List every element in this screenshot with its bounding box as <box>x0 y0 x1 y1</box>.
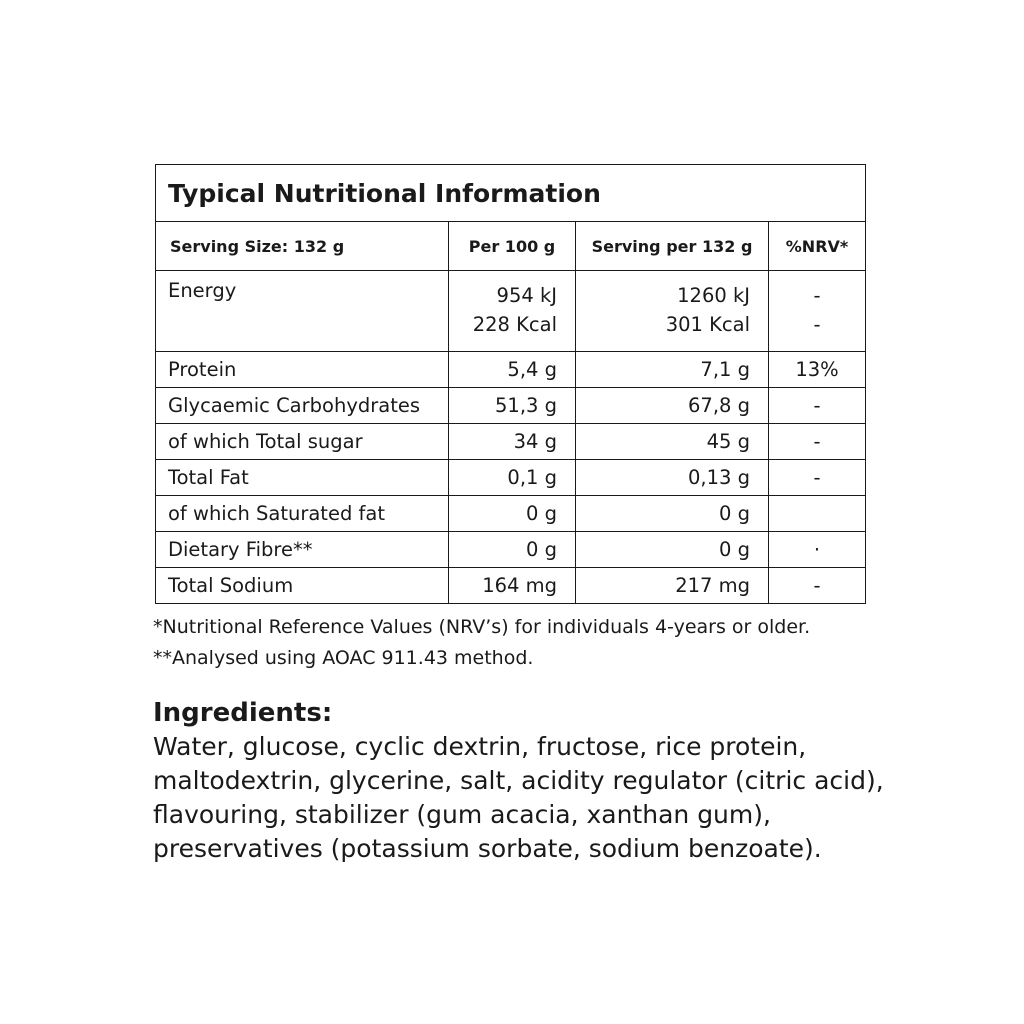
header-serving: Serving per 132 g <box>576 222 769 271</box>
row-per100: 0,1 g <box>449 460 576 496</box>
row-per100: 51,3 g <box>449 388 576 424</box>
row-nrv: 13% <box>769 352 866 388</box>
header-per-100g: Per 100 g <box>449 222 576 271</box>
table-row <box>156 424 866 460</box>
table-header-row <box>156 222 866 271</box>
row-per100: 0 g <box>449 532 576 568</box>
header-nrv: %NRV* <box>769 222 866 271</box>
row-label: Total Sodium <box>156 568 449 604</box>
row-serving: 217 mg <box>576 568 769 604</box>
table-row <box>156 568 866 604</box>
row-per100: 34 g <box>449 424 576 460</box>
row-serving: 0 g <box>576 496 769 532</box>
row-serving: 0,13 g <box>576 460 769 496</box>
ingredients-section <box>153 696 913 866</box>
ingredients-title: Ingredients: <box>153 698 333 728</box>
ingredients-line: preservatives (potassium sorbate, sodium benzoate). <box>153 834 822 863</box>
ingredients-line: Water, glucose, cyclic dextrin, fructose, rice protein, <box>153 732 807 761</box>
energy-serving <box>576 271 769 352</box>
energy-serving-kj: 1260 kJ <box>677 284 750 307</box>
table-row <box>156 388 866 424</box>
row-nrv: - <box>769 460 866 496</box>
row-per100: 5,4 g <box>449 352 576 388</box>
table-title: Typical Nutritional Information <box>156 165 866 222</box>
row-label: Dietary Fibre** <box>156 532 449 568</box>
energy-per100 <box>449 271 576 352</box>
row-serving: 45 g <box>576 424 769 460</box>
row-nrv: - <box>769 424 866 460</box>
footnote-nrv: *Nutritional Reference Values (NRV’s) for individuals 4-years or older. <box>153 616 811 638</box>
row-label: Glycaemic Carbohydrates <box>156 388 449 424</box>
energy-serving-kcal: 301 Kcal <box>665 313 750 336</box>
row-label: of which Saturated fat <box>156 496 449 532</box>
row-serving: 7,1 g <box>576 352 769 388</box>
row-nrv: - <box>769 388 866 424</box>
table-title-row <box>156 165 866 222</box>
footnote-analysis: **Analysed using AOAC 911.43 method. <box>153 647 534 669</box>
table-row <box>156 532 866 568</box>
row-nrv: · <box>769 532 866 568</box>
energy-per100-kcal: 228 Kcal <box>472 313 557 336</box>
energy-label: Energy <box>156 271 449 352</box>
energy-per100-kj: 954 kJ <box>496 284 557 307</box>
row-per100: 0 g <box>449 496 576 532</box>
row-nrv <box>769 496 866 532</box>
row-label: Total Fat <box>156 460 449 496</box>
row-serving: 67,8 g <box>576 388 769 424</box>
row-label: of which Total sugar <box>156 424 449 460</box>
energy-nrv-kcal: - <box>813 313 821 336</box>
header-serving-size: Serving Size: 132 g <box>156 222 449 271</box>
energy-nrv <box>769 271 866 352</box>
energy-nrv-kj: - <box>813 284 821 307</box>
row-nrv: - <box>769 568 866 604</box>
ingredients-line: flavouring, stabilizer (gum acacia, xanthan gum), <box>153 800 771 829</box>
nutrition-panel <box>155 164 865 604</box>
table-row <box>156 352 866 388</box>
row-per100: 164 mg <box>449 568 576 604</box>
ingredients-line: maltodextrin, glycerine, salt, acidity regulator (citric acid), <box>153 766 884 795</box>
ingredients-list <box>153 730 913 866</box>
table-row <box>156 496 866 532</box>
row-serving: 0 g <box>576 532 769 568</box>
table-row-energy <box>156 271 866 352</box>
nutrition-table <box>155 164 866 604</box>
footnotes <box>153 612 810 674</box>
table-row <box>156 460 866 496</box>
row-label: Protein <box>156 352 449 388</box>
